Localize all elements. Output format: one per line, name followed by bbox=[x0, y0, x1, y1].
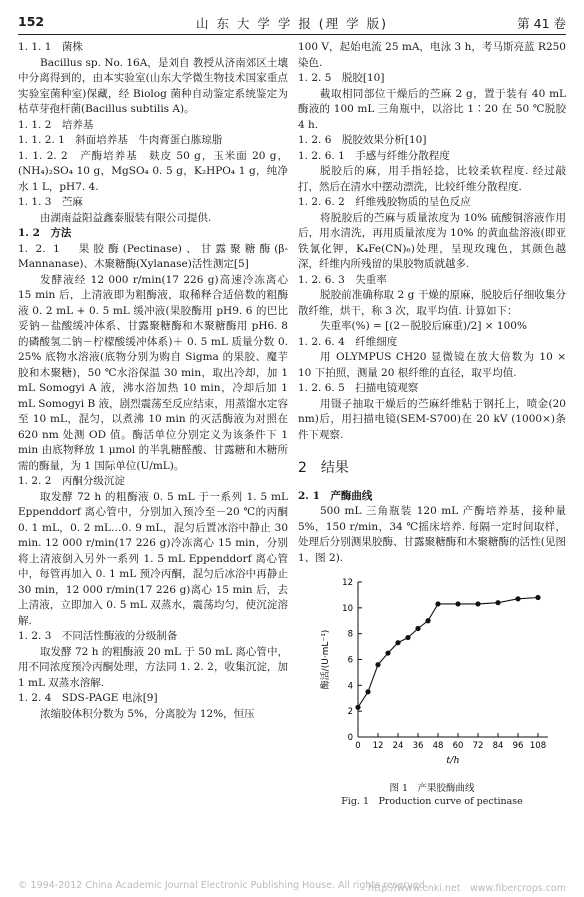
x-tick-label: 84 bbox=[492, 741, 504, 751]
section-1-1-3: 1. 1. 3 苎麻 bbox=[18, 196, 83, 208]
para-activity: 发酵液经 12 000 r/min(17 226 g)高速冷冻离心 15 min 后，上清液即为粗酶液，取稀释合适倍数的粗酶液 0. 2 mL + 0. 5 mL 缓冲液(果胶酶用 pH9. 6 的巴比妥钠－盐酸缓冲体系、甘露聚糖酶和木聚糖酶用 pH6. 8 的磷酸氢二钠－柠檬酸缓冲体系)＋ 0. 5 mL 质量分数 0. 25% 底物水溶液(底物分别为购自 Sigma 的果胶、魔芋胶和木聚糖)，50 ℃水浴保温 30 min，取出冷却，加 1 mL Somogyi A 液，沸水浴加热 10 min，冷却后加 1 mL Somogyi B 液，剧烈震荡至反应结束，用蒸馏水定容至 10 mL，混匀，以煮沸 10 min 的灭活酶液为对照在 620 nm 处测 OD 值。酶活单位分别定义为该条件下 1 min 由底物释放 1 μmol 的半乳糖醛酸、甘露糖和木糖所需的酶量，为 1 国际单位(U/mL)。 bbox=[18, 273, 288, 472]
page-footer bbox=[18, 880, 566, 894]
figure-caption-en: Fig. 1 Production curve of pectinase bbox=[341, 796, 523, 807]
section-1-2-6-1: 1. 2. 6. 1 手感与纤维分散程度 bbox=[298, 149, 450, 162]
page-header bbox=[18, 8, 566, 35]
section-1-2-6-2: 1. 2. 6. 2 纤维残胶物质的呈色反应 bbox=[298, 196, 471, 208]
y-tick-label: 4 bbox=[347, 681, 353, 692]
volume-label: 第 41 卷 bbox=[517, 16, 566, 31]
section-1-2-2: 1. 2. 2 丙酮分级沉淀 bbox=[18, 475, 125, 487]
data-point bbox=[455, 601, 460, 606]
data-point bbox=[475, 601, 480, 606]
x-tick-label: 72 bbox=[472, 741, 484, 751]
data-point bbox=[375, 662, 380, 667]
x-tick-label: 24 bbox=[392, 741, 404, 751]
data-point bbox=[365, 689, 370, 694]
data-point bbox=[425, 618, 430, 623]
para-sds-cont: 100 V，起始电流 25 mA，电泳 3 h，考马斯亮蓝 R250 染色. bbox=[298, 41, 566, 69]
para-feel: 脱胶后的麻，用手指轻捻，比较柔软程度. 经过敲打，然后在清水中摆动漂洗，比较纤维分散程度. bbox=[298, 165, 566, 193]
x-tick-label: 60 bbox=[452, 741, 464, 751]
para-strain: Bacillus sp. No. 16A，是刘自 教授从济南郊区土壤中分离得到的，由本实验室(山东大学微生物技术国家重点实验室菌种室)保藏，经 Biolog 菌种自动鉴定系统鉴定为枯草芽孢杆菌(Bacillus subtilis A)。 bbox=[18, 56, 288, 115]
watermark-text: http://www.cnki.net www.fibercrops.com bbox=[367, 883, 566, 894]
para-weight: 脱胶前准确称取 2 g 干燥的原麻，脱胶后仔细收集分散纤维，烘干，称 3 次，取平均值. 计算如下： bbox=[298, 289, 566, 317]
section-1-2-5: 1. 2. 5 脱胶[10] bbox=[298, 72, 385, 84]
section-1-2-3: 1. 2. 3 不同活性酶液的分级制备 bbox=[18, 630, 178, 642]
para-fraction: 取发酵 72 h 的粗酶液 20 mL 于 50 mL 离心管中，用不同浓度预冷丙酮处理，方法同 1. 2. 2，收集沉淀，加 1 mL 双蒸水溶解. bbox=[18, 645, 288, 689]
section-1-1-2-1: 1. 1. 2. 1 斜面培养基 牛肉膏蛋白胨琼脂 bbox=[18, 134, 223, 146]
weight-formula: 失重率(%) = [(2－脱胶后麻重)/2] × 100% bbox=[320, 320, 527, 332]
para-acetone: 取发酵 72 h 的粗酶液 0. 5 mL 于一系列 1. 5 mL Eppenddorf 离心管中，分别加入预冷至－20 ℃的丙酮 0. 1 mL，0. 2 mL…0. 9 mL，混匀后置冰浴中静止 30 min. 12 000 r/min(17 226 g)冷冻离心 15 min，分别将上清液倒入另外一系列 1. 5 mL Eppenddorf 离心管中，每管再加入 0. 1 mL 预冷丙酮，混匀后冰浴中再静止 30 min，12 000 r/min(17 226 g)离心 15 min 后，去上清液，立即加入 0. 5 mL 双蒸水，震荡均匀，使沉淀溶解. bbox=[18, 490, 288, 627]
section-1-2-4: 1. 2. 4 SDS-PAGE 电泳[9] bbox=[18, 692, 158, 704]
copyright-text: © 1994-2012 China Academic Journal Electronic Publishing House. All rights reserved. bbox=[18, 880, 428, 891]
pectinase-chart bbox=[298, 572, 566, 782]
x-tick-label: 0 bbox=[355, 741, 361, 751]
section-1-2-6: 1. 2. 6 脱胶效果分析[10] bbox=[298, 134, 427, 146]
data-point bbox=[435, 601, 440, 606]
y-tick-label: 8 bbox=[347, 629, 353, 640]
section-2-1: 2. 1 产酶曲线 bbox=[298, 489, 373, 502]
data-point bbox=[385, 650, 390, 655]
section-1-2-6-5: 1. 2. 6. 5 扫描电镜观察 bbox=[298, 382, 419, 394]
page-number: 152 bbox=[18, 14, 45, 29]
y-tick-label: 6 bbox=[347, 655, 353, 666]
section-1-2-1: 1. 2. 1 果胶酶(Pectinase)、甘露聚糖酶(β-Mannanase)、木聚糖酶(Xylanase)活性测定[5] bbox=[18, 242, 288, 270]
data-point bbox=[535, 595, 540, 600]
x-tick-label: 48 bbox=[432, 741, 444, 751]
para-ramie: 由湖南益阳益鑫泰服装有限公司提供. bbox=[40, 211, 212, 224]
y-axis-label: 酶活/(U·mL⁻¹) bbox=[321, 629, 331, 690]
x-tick-label: 36 bbox=[412, 741, 424, 751]
x-axis-label: t/h bbox=[446, 755, 460, 766]
section-1-2-6-3: 1. 2. 6. 3 失重率 bbox=[298, 273, 387, 286]
figure-caption-cn: 图 1 产果胶酶曲线 bbox=[389, 783, 475, 794]
section-1-2: 1. 2 方法 bbox=[18, 227, 72, 239]
para-sds: 浓缩胶体积分数为 5%，分离胶为 12%，恒压 bbox=[40, 707, 255, 720]
data-point bbox=[515, 596, 520, 601]
y-tick-label: 0 bbox=[347, 733, 353, 743]
series-line bbox=[358, 598, 538, 708]
data-point bbox=[355, 705, 360, 710]
section-1-1-2: 1. 1. 2 培养基 bbox=[18, 118, 94, 131]
data-point bbox=[495, 600, 500, 605]
data-point bbox=[405, 635, 410, 640]
left-column bbox=[18, 40, 288, 722]
data-point bbox=[415, 626, 420, 631]
section-1-2-6-4: 1. 2. 6. 4 纤维细度 bbox=[298, 335, 398, 348]
section-2-heading: 2 结果 bbox=[298, 460, 349, 476]
y-tick-label: 10 bbox=[342, 603, 353, 614]
journal-title: 山 东 大 学 学 报 (理 学 版) bbox=[195, 16, 389, 31]
section-1-1-2-2: 1. 1. 2. 2 产酶培养基 麸皮 50 g，玉米面 20 g，(NH₄)₂SO₄ 10 g，MgSO₄ 0. 5 g，K₂HPO₄ 1 g，纯净水 1 L，pH7. 4. bbox=[18, 149, 288, 193]
section-1-1-1: 1. 1. 1 菌株 bbox=[18, 41, 83, 53]
y-tick-label: 2 bbox=[347, 707, 353, 718]
x-tick-label: 96 bbox=[512, 741, 524, 751]
x-tick-label: 12 bbox=[372, 741, 384, 751]
right-column bbox=[298, 40, 566, 808]
y-tick-label: 12 bbox=[342, 578, 353, 588]
para-sem: 用镊子抽取干燥后的苎麻纤维粘于钢托上，喷金(20 nm)后，用扫描电镜(SEM-S700)在 20 kV (1000×)条件下观察. bbox=[298, 397, 566, 441]
para-color: 将脱胶后的苎麻与质量浓度为 10% 硫酸铜溶液作用后，用水清洗，再用质量浓度为 10% 的黄血盐溶液(即亚铁氰化钾，K₄Fe(CN)₆)处理，呈现玫瑰色，其颜色越深，纤维内所残留的果胶物质就越多. bbox=[298, 211, 566, 270]
data-point bbox=[395, 640, 400, 645]
x-tick-label: 108 bbox=[529, 741, 547, 751]
para-fineness: 用 OLYMPUS CH20 显微镜在放大倍数为 10 × 10 下拍照，测量 20 根纤维的直径，取平均值. bbox=[298, 351, 566, 379]
para-degum: 截取相同部位干燥后的苎麻 2 g，置于装有 40 mL 酶液的 100 mL 三角瓶中，以浴比 1∶20 在 50 ℃脱胶 4 h. bbox=[298, 87, 566, 131]
para-curve: 500 mL 三角瓶装 120 mL 产酶培养基，接种量 5%，150 r/min，34 ℃摇床培养. 每隔一定时间取样，处理后分别测果胶酶、甘露聚糖酶和木聚糖酶的活性(见图 1、图 2). bbox=[298, 505, 566, 564]
chart-svg bbox=[298, 572, 566, 782]
